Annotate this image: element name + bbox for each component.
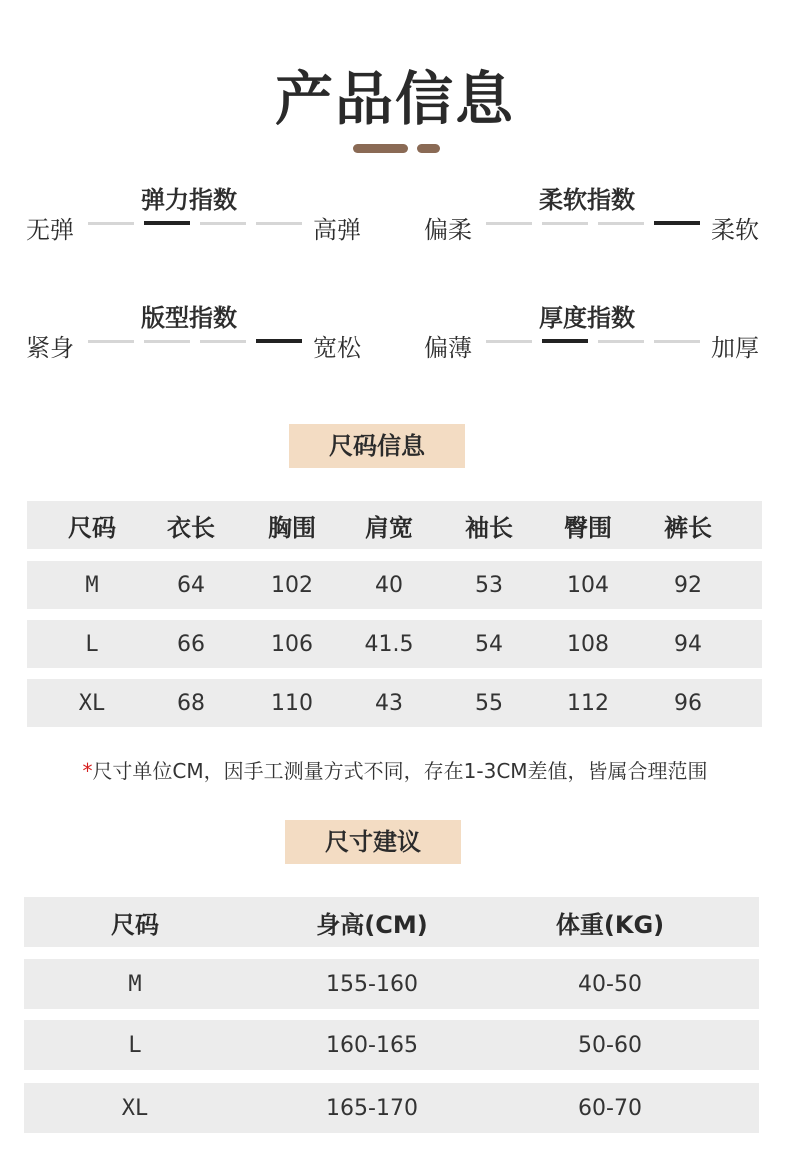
table-cell: 160-165 [326, 1032, 418, 1058]
table-row [27, 620, 762, 668]
measurement-note [0, 755, 790, 784]
table-header-row [24, 897, 759, 947]
index-segment [598, 340, 644, 343]
index-left-label: 偏柔 [424, 216, 472, 244]
index-segment [88, 222, 134, 225]
table-cell: M [128, 971, 142, 997]
table-cell: L [85, 631, 99, 657]
index-right-label: 高弹 [313, 216, 361, 244]
title-decoration-long [353, 144, 408, 153]
index-segment [256, 222, 302, 225]
index-level-marker [542, 339, 588, 343]
note-text: 尺寸单位CM，因手工测量方式不同，存在1-3CM差值，皆属合理范围 [92, 759, 708, 783]
page-title: 产品信息 [274, 65, 515, 133]
table-cell: 53 [475, 572, 503, 598]
index-segment [200, 340, 246, 343]
index-left-label: 紧身 [26, 334, 74, 362]
table-header-cell: 尺码 [68, 513, 116, 542]
table-row [24, 1083, 759, 1133]
index-title: 厚度指数 [539, 304, 635, 332]
note-asterisk: * [82, 759, 93, 783]
table-header-cell: 胸围 [268, 513, 316, 542]
table-cell: XL [121, 1095, 149, 1121]
table-header-cell: 身高(CM) [316, 910, 428, 939]
table-cell: 68 [177, 690, 205, 716]
table-cell: 110 [271, 690, 313, 716]
index-segment [598, 222, 644, 225]
title-decoration-short [417, 144, 440, 153]
index-right-label: 宽松 [313, 334, 361, 362]
table-cell: 106 [271, 631, 313, 657]
table-cell: 94 [674, 631, 702, 657]
size-advice-section-title: 尺寸建议 [285, 820, 461, 864]
table-cell: 50-60 [578, 1032, 642, 1058]
table-header-cell: 肩宽 [365, 513, 413, 542]
index-segment [200, 222, 246, 225]
index-title: 弹力指数 [141, 186, 237, 214]
table-cell: 66 [177, 631, 205, 657]
table-cell: 112 [567, 690, 609, 716]
index-right-label: 柔软 [711, 216, 759, 244]
index-level-marker [256, 339, 302, 343]
index-left-label: 无弹 [26, 216, 74, 244]
size-info-section-title: 尺码信息 [289, 424, 465, 468]
table-cell: 55 [475, 690, 503, 716]
index-segment [654, 340, 700, 343]
table-cell: 92 [674, 572, 702, 598]
table-cell: 96 [674, 690, 702, 716]
table-header-cell: 裤长 [664, 513, 712, 542]
table-row [27, 679, 762, 727]
table-cell: 41.5 [364, 631, 414, 657]
table-cell: 108 [567, 631, 609, 657]
table-cell: 43 [375, 690, 403, 716]
table-cell: 40-50 [578, 971, 642, 997]
table-cell: 64 [177, 572, 205, 598]
index-segment [88, 340, 134, 343]
table-cell: XL [78, 690, 106, 716]
index-segment [486, 340, 532, 343]
table-header-cell: 尺码 [111, 910, 159, 939]
table-cell: 104 [567, 572, 609, 598]
index-right-label: 加厚 [711, 334, 759, 362]
table-row [27, 561, 762, 609]
table-cell: 165-170 [326, 1095, 418, 1121]
index-title: 版型指数 [141, 304, 237, 332]
table-cell: L [128, 1032, 142, 1058]
table-header-cell: 袖长 [465, 513, 513, 542]
table-header-cell: 衣长 [167, 513, 215, 542]
table-header-cell: 体重(KG) [555, 910, 665, 939]
index-level-marker [144, 221, 190, 225]
table-row [24, 1020, 759, 1070]
table-row [24, 959, 759, 1009]
index-segment [144, 340, 190, 343]
index-level-marker [654, 221, 700, 225]
table-cell: 54 [475, 631, 503, 657]
table-cell: 155-160 [326, 971, 418, 997]
index-segment [542, 222, 588, 225]
table-cell: 102 [271, 572, 313, 598]
table-cell: 40 [375, 572, 403, 598]
index-title: 柔软指数 [539, 186, 635, 214]
table-cell: 60-70 [578, 1095, 642, 1121]
index-left-label: 偏薄 [424, 334, 472, 362]
index-segment [486, 222, 532, 225]
table-cell: M [85, 572, 99, 598]
table-header-cell: 臀围 [564, 513, 612, 542]
table-header-row [27, 501, 762, 549]
